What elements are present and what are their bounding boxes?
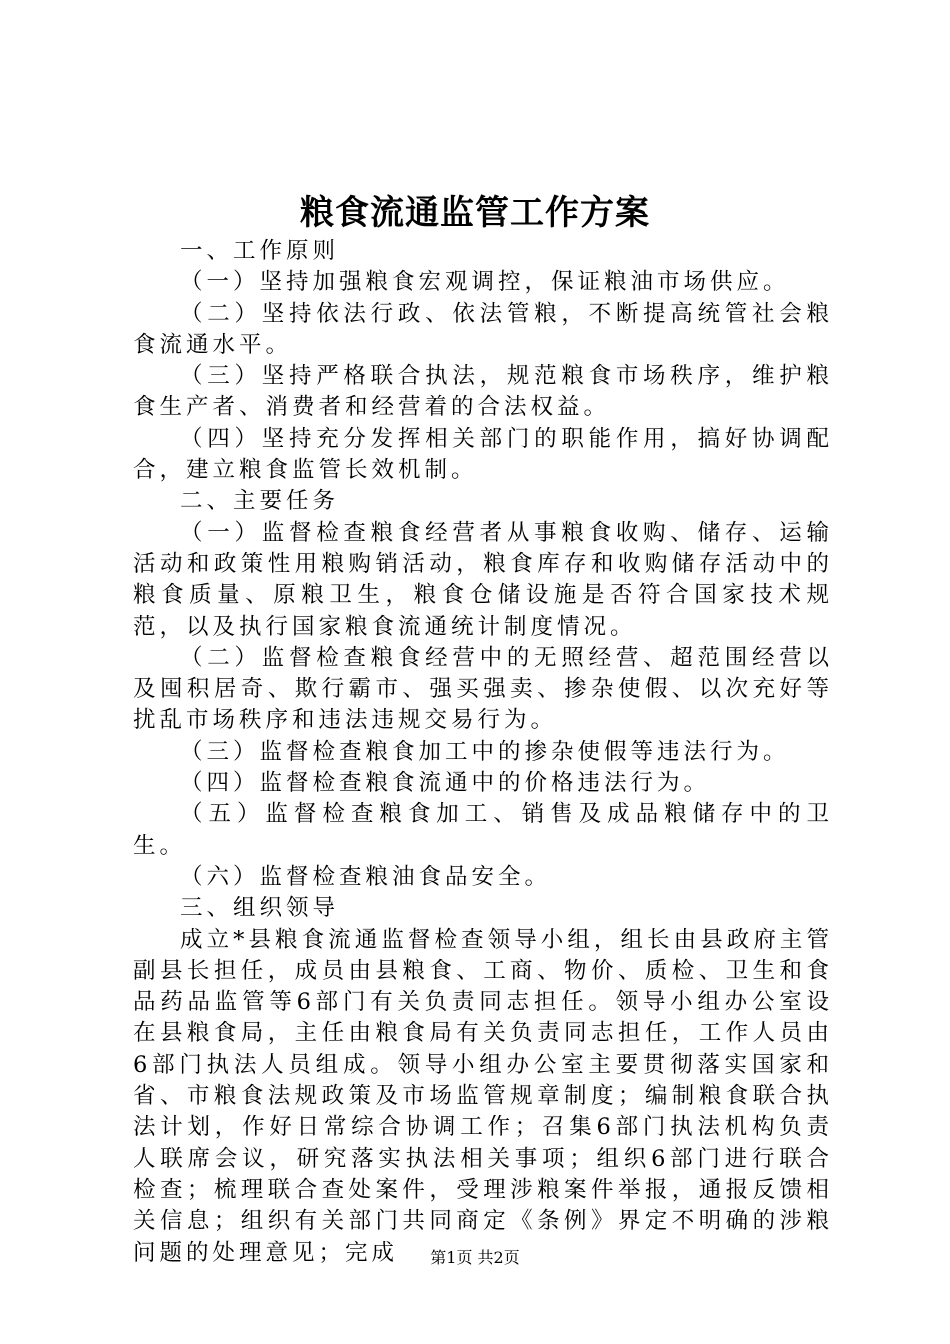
page-footer: 第1页 共2页 xyxy=(430,1248,520,1267)
paragraph: （三）监督检查粮食加工中的掺杂使假等违法行为。 xyxy=(180,738,790,765)
paragraph: （一）监督检查粮食经营者从事粮食收购、储存、运输活动和政策性用粮购销活动，粮食库存和收购储存活动中的粮食质量、原粮卫生，粮食仓储设施是否符合国家技术规范，以及执行国家粮食流通统计制度情况。 xyxy=(133,519,833,640)
paragraph: （六）监督检查粮油食品安全。 xyxy=(180,863,552,890)
paragraph: （五）监督检查粮食加工、销售及成品粮储存中的卫生。 xyxy=(133,801,833,859)
paragraph: （四）坚持充分发挥相关部门的职能作用，搞好协调配合，建立粮食监管长效机制。 xyxy=(133,425,833,484)
document-body xyxy=(133,236,833,1269)
paragraph: （四）监督检查粮食流通中的价格违法行为。 xyxy=(180,770,711,797)
paragraph: 成立*县粮食流通监督检查领导小组，组长由县政府主管副县长担任，成员由县粮食、工商、物价、质检、卫生和食品药品监管等6部门有关负责同志担任。领导小组办公室设在县粮食局，主任由粮食局有关负责同志担任，工作人员由6部门执法人员组成。领导小组办公室主要贯彻落实国家和省、市粮食法规政策及市场监管规章制度；编制粮食联合执法计划，作好日常综合协调工作；召集6部门执法机构负责人联席会议，研究落实执法相关事项；组织6部门进行联合检查；梳理联合查处案件，受理涉粮案件举报，通报反馈相关信息；组织有关部门共同商定《条例》界定不明确的涉粮问题的处理意见；完成 xyxy=(133,926,833,1266)
paragraph: （一）坚持加强粮食宏观调控，保证粮油市场供应。 xyxy=(180,269,790,296)
paragraph: （二）坚持依法行政、依法管粮，不断提高统管社会粮食流通水平。 xyxy=(133,300,833,358)
section-heading: 二、主要任务 xyxy=(180,488,340,515)
section-heading: 三、组织领导 xyxy=(180,895,340,922)
paragraph: （二）监督检查粮食经营中的无照经营、超范围经营以及囤积居奇、欺行霸市、强买强卖、掺杂使假、以次充好等扰乱市场秩序和违法违规交易行为。 xyxy=(133,644,833,734)
section-heading: 一、工作原则 xyxy=(180,238,340,264)
document-title: 粮食流通监管工作方案 xyxy=(300,193,650,233)
paragraph: （三）坚持严格联合执法，规范粮食市场秩序，维护粮食生产者、消费者和经营着的合法权益。 xyxy=(133,363,833,421)
